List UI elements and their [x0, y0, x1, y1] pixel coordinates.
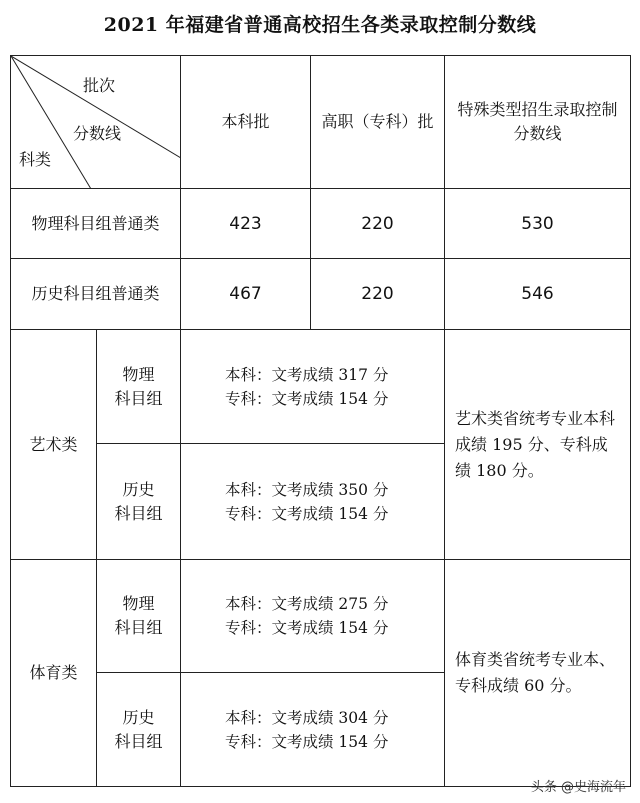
- group-name-line2: 科目组: [114, 731, 163, 751]
- value-physics-vocational: 220: [311, 189, 445, 259]
- undergrad-score: 本科：文考成绩 275 分: [225, 595, 389, 613]
- row-label-history: 历史科目组普通类: [11, 259, 181, 330]
- corner-score-label: 分数线: [73, 124, 122, 143]
- header-row: [11, 56, 631, 189]
- group-name-line1: 历史: [122, 707, 155, 727]
- art-special-cell: [445, 330, 631, 560]
- table-row: [11, 560, 631, 673]
- undergrad-score: 本科：文考成绩 350 分: [225, 480, 389, 499]
- group-name-line2: 科目组: [114, 388, 163, 408]
- col-header-vocational: 高职（专科）批: [311, 56, 445, 189]
- col-header-undergrad: 本科批: [181, 56, 311, 189]
- page-title: 2021 年福建省普通高校招生各类录取控制分数线: [103, 14, 537, 36]
- sport-category-label: 体育类: [11, 560, 97, 787]
- corner-category-label: 科类: [19, 150, 52, 169]
- table-row: [11, 259, 631, 330]
- art-special-text: 艺术类省统考专业本科成绩 195 分、专科成绩 180 分。: [455, 408, 616, 480]
- value-history-undergrad: 467: [181, 259, 311, 330]
- value-history-special: 546: [445, 259, 631, 330]
- row-label-physics: 物理科目组普通类: [11, 189, 181, 259]
- art-history-group: [97, 444, 181, 560]
- art-category-label: 艺术类: [11, 330, 97, 560]
- sport-physics-group: [97, 560, 181, 673]
- score-table: [10, 55, 631, 787]
- undergrad-score: 本科：文考成绩 304 分: [225, 708, 389, 727]
- vocational-score: 专科：文考成绩 154 分: [225, 504, 389, 523]
- col-header-special-text: 特殊类型招生录取控制分数线: [457, 100, 618, 143]
- vocational-score: 专科：文考成绩 154 分: [225, 619, 389, 637]
- value-physics-special: 530: [445, 189, 631, 259]
- table-row: [11, 189, 631, 259]
- group-name-line2: 科目组: [114, 618, 163, 637]
- col-header-special: [445, 56, 631, 189]
- group-name-line2: 科目组: [114, 503, 163, 523]
- vocational-score: 专科：文考成绩 154 分: [225, 389, 389, 408]
- art-physics-scores: [181, 330, 445, 444]
- value-physics-undergrad: 423: [181, 189, 311, 259]
- group-name-line1: 物理: [122, 364, 155, 384]
- sport-physics-scores: [181, 560, 445, 673]
- sport-special-cell: [445, 560, 631, 787]
- art-physics-group: [97, 330, 181, 444]
- group-name-line1: 物理: [122, 594, 155, 613]
- group-name-line1: 历史: [122, 479, 155, 499]
- art-history-scores: [181, 444, 445, 560]
- table-row: [11, 330, 631, 444]
- watermark: 头条 @史海流年: [530, 780, 626, 795]
- sport-history-group: [97, 673, 181, 787]
- corner-batch-label: 批次: [83, 76, 116, 95]
- sport-special-text: 体育类省统考专业本、专科成绩 60 分。: [455, 650, 616, 695]
- sport-history-scores: [181, 673, 445, 787]
- corner-header-cell: [11, 56, 181, 189]
- value-history-vocational: 220: [311, 259, 445, 330]
- undergrad-score: 本科：文考成绩 317 分: [225, 365, 389, 384]
- vocational-score: 专科：文考成绩 154 分: [225, 732, 389, 751]
